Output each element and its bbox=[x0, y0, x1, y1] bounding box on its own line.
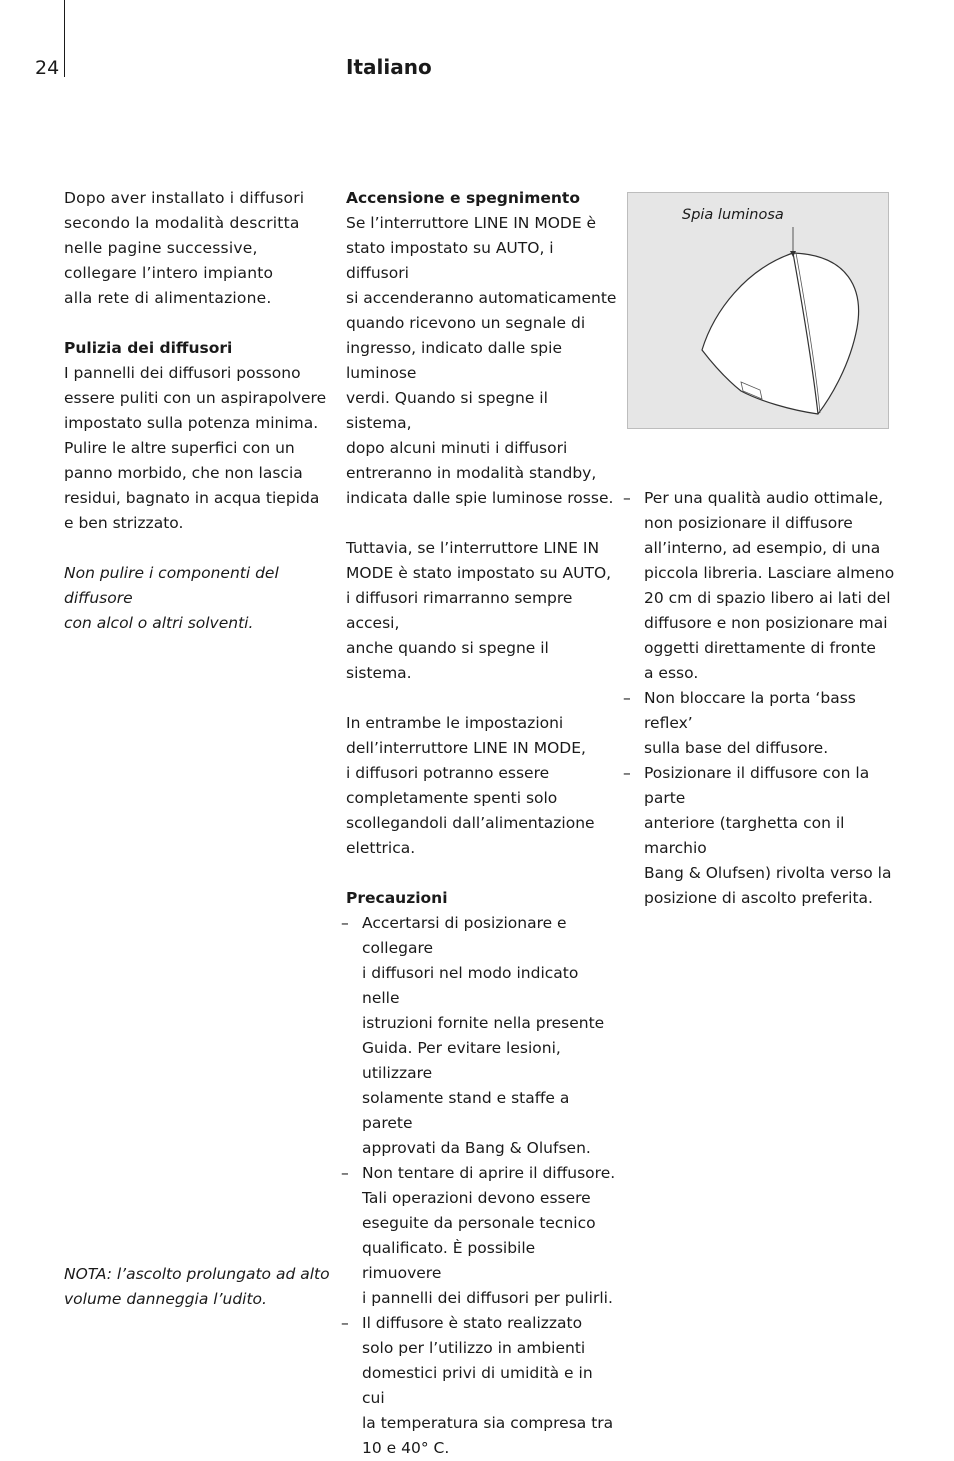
list-item: – Non tentare di aprire il diffusore. Tali operazioni devono essere eseguite da personale tecnico qualificato. È possibile rimuovere i pannelli dei diffusori per pulirli. bbox=[346, 1161, 618, 1311]
list-item: – Posizionare il diffusore con la parte anteriore (targhetta con il marchio Bang & Olufsen) rivolta verso la posizione di ascolto preferita. bbox=[628, 761, 900, 911]
list-item: – Per una qualità audio ottimale, non posizionare il diffusore all’interno, ad esempio, di una piccola libreria. Lasciare almeno 20 cm di spazio libero ai lati del diffusore e non posizionare mai oggetti direttamente di fronte a esso. bbox=[628, 486, 900, 686]
figure-label: Spia luminosa bbox=[682, 207, 784, 223]
precautions-list bbox=[346, 911, 618, 1461]
list-item: – Il diffusore è stato realizzato solo per l’utilizzo in ambienti domestici privi di umidità e in cui la temperatura sia compresa tra 10 e 40° C. bbox=[346, 1311, 618, 1461]
header-divider bbox=[64, 0, 65, 77]
cleaning-paragraph: I pannelli dei diffusori possono essere puliti con un aspirapolvere impostato sulla potenza minima. Pulire le altre superfici con un panno morbido, che non lascia residui, bagnato in acqua tiepida e ben strizzato. bbox=[64, 364, 327, 532]
speaker-illustration-icon bbox=[628, 193, 890, 430]
power-paragraph-3: In entrambe le impostazioni dell’interruttore LINE IN MODE, i diffusori potranno essere completamente spenti solo scollegandoli dall’alimentazione elettrica. bbox=[346, 714, 595, 857]
cleaning-heading: Pulizia dei diffusori bbox=[64, 339, 233, 357]
placement-list bbox=[628, 486, 900, 911]
power-heading: Accensione e spegnimento bbox=[346, 189, 580, 207]
power-paragraph-1: Se l’interruttore LINE IN MODE è stato impostato su AUTO, i diffusori si accenderanno automaticamente quando ricevono un segnale di ingresso, indicato dalle spie luminose verdi. Quando si spegne il sistema, dopo alcuni minuti i diffusori entreranno in modalità standby, indicata dalle spie luminose rosse. bbox=[346, 214, 617, 507]
precautions-heading: Precauzioni bbox=[346, 889, 448, 907]
speaker-figure bbox=[627, 192, 889, 429]
power-paragraph-2: Tuttavia, se l’interruttore LINE IN MODE è stato impostato su AUTO, i diffusori rimarranno sempre accesi, anche quando si spegne il sistema. bbox=[346, 539, 612, 682]
list-item: – Accertarsi di posizionare e collegare i diffusori nel modo indicato nelle istruzioni fornite nella presente Guida. Per evitare lesioni, utilizzare solamente stand e staffe a parete approvati da Bang & Olufsen. bbox=[346, 911, 618, 1161]
column-right bbox=[628, 486, 900, 911]
intro-paragraph: Dopo aver installato i diffusori secondo la modalità descritta nelle pagine successive, collegare l’intero impianto alla rete di alimentazione. bbox=[64, 189, 305, 307]
cleaning-warning: Non pulire i componenti del diffusore con alcol o altri solventi. bbox=[64, 564, 279, 632]
page-number: 24 bbox=[35, 57, 60, 79]
page-title: Italiano bbox=[346, 55, 432, 79]
column-middle bbox=[346, 186, 618, 1461]
column-left bbox=[64, 186, 334, 636]
footer-note: NOTA: l’ascolto prolungato ad alto volume danneggia l’udito. bbox=[64, 1265, 330, 1308]
list-item: – Non bloccare la porta ‘bass reflex’ sulla base del diffusore. bbox=[628, 686, 900, 761]
